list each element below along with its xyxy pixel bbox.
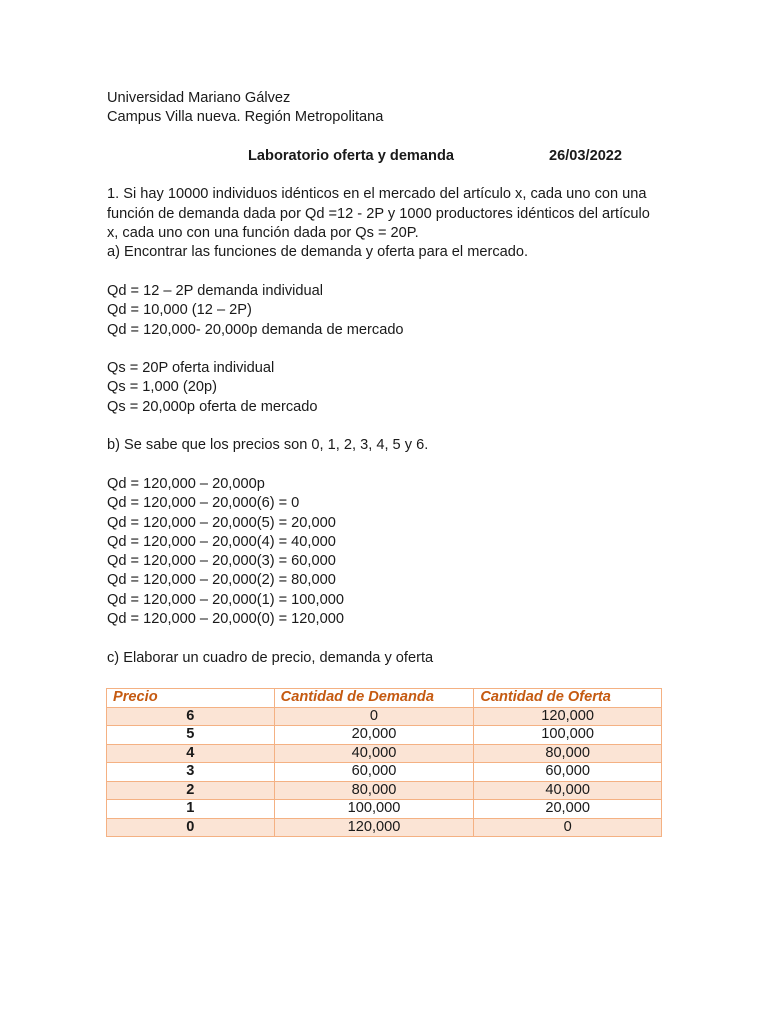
problem-statement: 1. Si hay 10000 individuos idénticos en el mercado del artículo x, cada uno con una función de demanda dada por Qd =12 - 2P y 1000 productores idénticos del artículo x, cada uno con una función dada por Qs = 20P. — [107, 186, 650, 242]
cell-precio: 5 — [107, 726, 275, 745]
cell-oferta: 120,000 — [474, 707, 662, 726]
cell-precio: 6 — [107, 707, 275, 726]
part-a-question: a) Encontrar las funciones de demanda y oferta para el mercado. — [107, 244, 529, 261]
price-equation: Qd = 120,000 – 20,000(6) = 0 — [107, 495, 300, 512]
table-row — [107, 744, 662, 763]
price-equation: Qd = 120,000 – 20,000(5) = 20,000 — [107, 514, 336, 531]
price-demand-supply-table — [106, 688, 662, 837]
cell-oferta: 40,000 — [474, 781, 662, 800]
document-title: Laboratorio oferta y demanda — [248, 147, 454, 164]
title-row — [107, 147, 667, 166]
cell-precio: 0 — [107, 818, 275, 837]
cell-oferta: 0 — [474, 818, 662, 837]
header-cantidad-oferta: Cantidad de Oferta — [474, 689, 662, 708]
cell-oferta: 60,000 — [474, 763, 662, 782]
table-row — [107, 800, 662, 819]
campus-name: Campus Villa nueva. Región Metropolitana — [107, 109, 384, 126]
cell-demanda: 60,000 — [274, 763, 474, 782]
cell-precio: 4 — [107, 744, 275, 763]
price-equation: Qd = 120,000 – 20,000(4) = 40,000 — [107, 533, 336, 550]
table-row — [107, 781, 662, 800]
university-name: Universidad Mariano Gálvez — [107, 90, 291, 106]
supply-equation: Qs = 20P oferta individual — [107, 360, 275, 377]
table-header-row — [107, 689, 662, 708]
document-body — [107, 89, 667, 668]
demand-equation: Qd = 10,000 (12 – 2P) — [107, 302, 252, 319]
supply-equation: Qs = 20,000p oferta de mercado — [107, 398, 318, 415]
price-equation: Qd = 120,000 – 20,000(0) = 120,000 — [107, 611, 344, 628]
cell-demanda: 0 — [274, 707, 474, 726]
cell-precio: 2 — [107, 781, 275, 800]
cell-demanda: 100,000 — [274, 800, 474, 819]
cell-precio: 1 — [107, 800, 275, 819]
cell-oferta: 100,000 — [474, 726, 662, 745]
cell-precio: 3 — [107, 763, 275, 782]
header-cantidad-demanda: Cantidad de Demanda — [274, 689, 474, 708]
price-equation: Qd = 120,000 – 20,000p — [107, 475, 265, 492]
cell-demanda: 80,000 — [274, 781, 474, 800]
demand-equation: Qd = 12 – 2P demanda individual — [107, 282, 323, 299]
table-row — [107, 726, 662, 745]
cell-oferta: 80,000 — [474, 744, 662, 763]
price-equation: Qd = 120,000 – 20,000(3) = 60,000 — [107, 553, 336, 570]
part-b-question: b) Se sabe que los precios son 0, 1, 2, 3, 4, 5 y 6. — [107, 437, 429, 454]
demand-equation: Qd = 120,000- 20,000p demanda de mercado — [107, 321, 404, 338]
table-row — [107, 818, 662, 837]
cell-demanda: 120,000 — [274, 818, 474, 837]
cell-demanda: 40,000 — [274, 744, 474, 763]
document-date: 26/03/2022 — [549, 147, 623, 164]
supply-equation: Qs = 1,000 (20p) — [107, 379, 217, 396]
price-equation: Qd = 120,000 – 20,000(1) = 100,000 — [107, 591, 344, 608]
table-row — [107, 763, 662, 782]
table-row — [107, 707, 662, 726]
cell-demanda: 20,000 — [274, 726, 474, 745]
header-precio: Precio — [107, 689, 275, 708]
part-c-question: c) Elaborar un cuadro de precio, demanda y oferta — [107, 649, 434, 666]
price-equation: Qd = 120,000 – 20,000(2) = 80,000 — [107, 572, 336, 589]
cell-oferta: 20,000 — [474, 800, 662, 819]
